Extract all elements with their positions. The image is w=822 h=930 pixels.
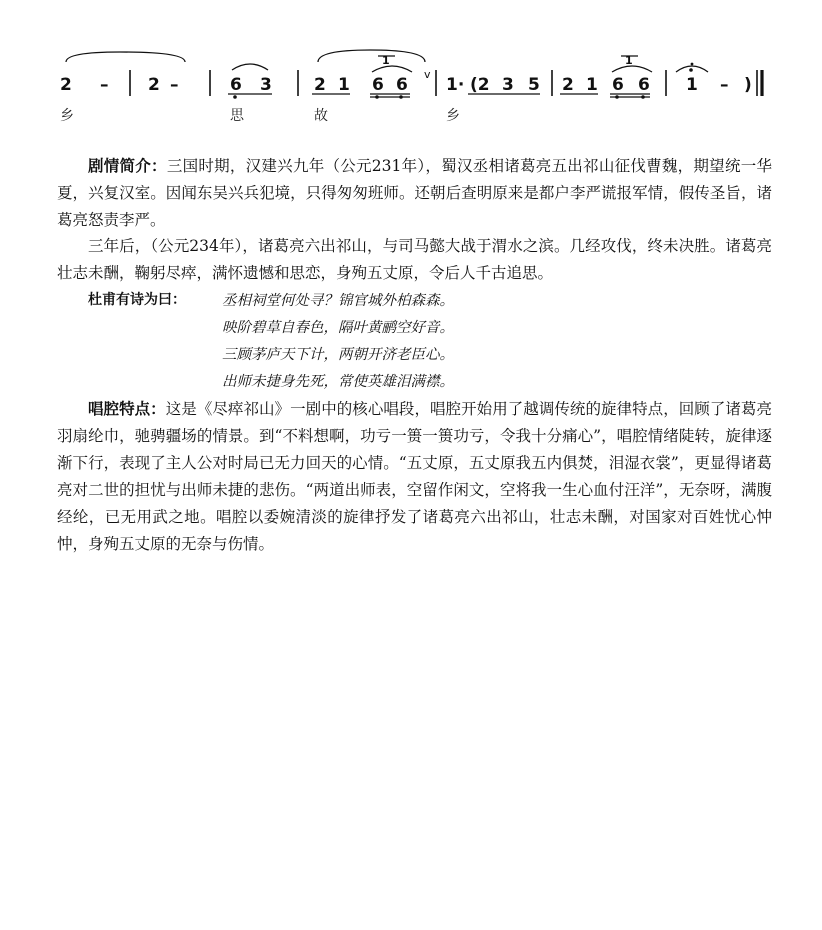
note: 2 bbox=[60, 75, 72, 95]
note: 2 bbox=[148, 75, 160, 95]
grace-note: 1 bbox=[625, 54, 633, 67]
note: 1 bbox=[686, 75, 698, 95]
grace-note: 1 bbox=[382, 54, 390, 67]
lyric: 乡 bbox=[60, 108, 74, 124]
note: 5 bbox=[528, 75, 540, 95]
note: 6 bbox=[638, 75, 650, 95]
jianpu-score bbox=[0, 0, 822, 130]
lyric: 故 bbox=[314, 108, 328, 124]
poem-intro: 杜甫有诗为曰： bbox=[88, 292, 186, 308]
note: – bbox=[720, 75, 729, 95]
synopsis-label: 剧情简介： bbox=[88, 156, 167, 175]
poem-line: 出师未捷身先死，常使英雄泪满襟。 bbox=[222, 374, 454, 390]
note: 1 bbox=[338, 75, 350, 95]
slur-arc bbox=[318, 50, 425, 62]
synopsis-paragraph bbox=[57, 152, 772, 234]
note: 6 bbox=[396, 75, 408, 95]
features-label: 唱腔特点： bbox=[88, 399, 166, 418]
note: 2 bbox=[314, 75, 326, 95]
note: 1 bbox=[586, 75, 598, 95]
tie-arc bbox=[66, 52, 185, 62]
note: 6 bbox=[612, 75, 624, 95]
synopsis-text: 三国时期，汉建兴九年（公元231年），蜀汉丞相诸葛亮五出祁山征伐曹魏，期望统一华夏，兴复汉室。因闻东吴兴兵犯境，只得匆匆班师。还朝后查明原来是都户李严谎报军情，假传圣旨，诸葛亮怒责李严。 bbox=[57, 157, 772, 229]
note: – bbox=[100, 75, 109, 95]
features-paragraph bbox=[57, 395, 772, 558]
note: 2 bbox=[562, 75, 574, 95]
breath-mark: v bbox=[424, 68, 431, 81]
slur-arc bbox=[372, 66, 412, 72]
poem-line: 映阶碧草自春色，隔叶黄鹂空好音。 bbox=[222, 320, 454, 336]
features-text: 这是《尽瘁祁山》一剧中的核心唱段，唱腔开始用了越调传统的旋律特点，回顾了诸葛亮羽扇纶巾，驰骋疆场的情景。到“不料想啊，功亏一篑一篑功亏，令我十分痛心”，唱腔情绪陡转，旋律逐渐下行，表现了主人公对时局已无力回天的心情。“五丈原，五丈原我五内俱焚，泪湿衣裳”，更显得诸葛亮对二世的担忧与出师未捷的悲伤。“两道出师表，空留作闲文，空将我一生心血付汪洋”，无奈呀，满腹经纶，已无用武之地。唱腔以委婉清淡的旋律抒发了诸葛亮六出祁山，壮志未酬，对国家对百姓忧心忡忡，身殉五丈原的无奈与伤情。 bbox=[57, 400, 772, 553]
lyric: 乡 bbox=[446, 108, 460, 124]
synopsis-paragraph-2: 三年后，（公元234年），诸葛亮六出祁山，与司马懿大战于渭水之滨。几经攻伐，终未决胜。诸葛亮壮志未酬，鞠躬尽瘁，满怀遗憾和思恋，身殉五丈原，令后人千古追思。 bbox=[57, 237, 772, 282]
poem-line: 丞相祠堂何处寻？锦官城外柏森森。 bbox=[222, 293, 454, 309]
note: 6 bbox=[230, 75, 242, 95]
note: – bbox=[170, 75, 179, 95]
note: ) bbox=[744, 75, 752, 95]
poem-line: 三顾茅庐天下计，两朝开济老臣心。 bbox=[222, 347, 454, 363]
lyric: 思 bbox=[230, 108, 244, 124]
note: 1· bbox=[446, 75, 465, 95]
note: 3 bbox=[260, 75, 272, 95]
slur-arc bbox=[232, 64, 268, 70]
note: (2 bbox=[470, 75, 490, 95]
note: 6 bbox=[372, 75, 384, 95]
note: 3 bbox=[502, 75, 514, 95]
score-staff bbox=[0, 0, 822, 130]
